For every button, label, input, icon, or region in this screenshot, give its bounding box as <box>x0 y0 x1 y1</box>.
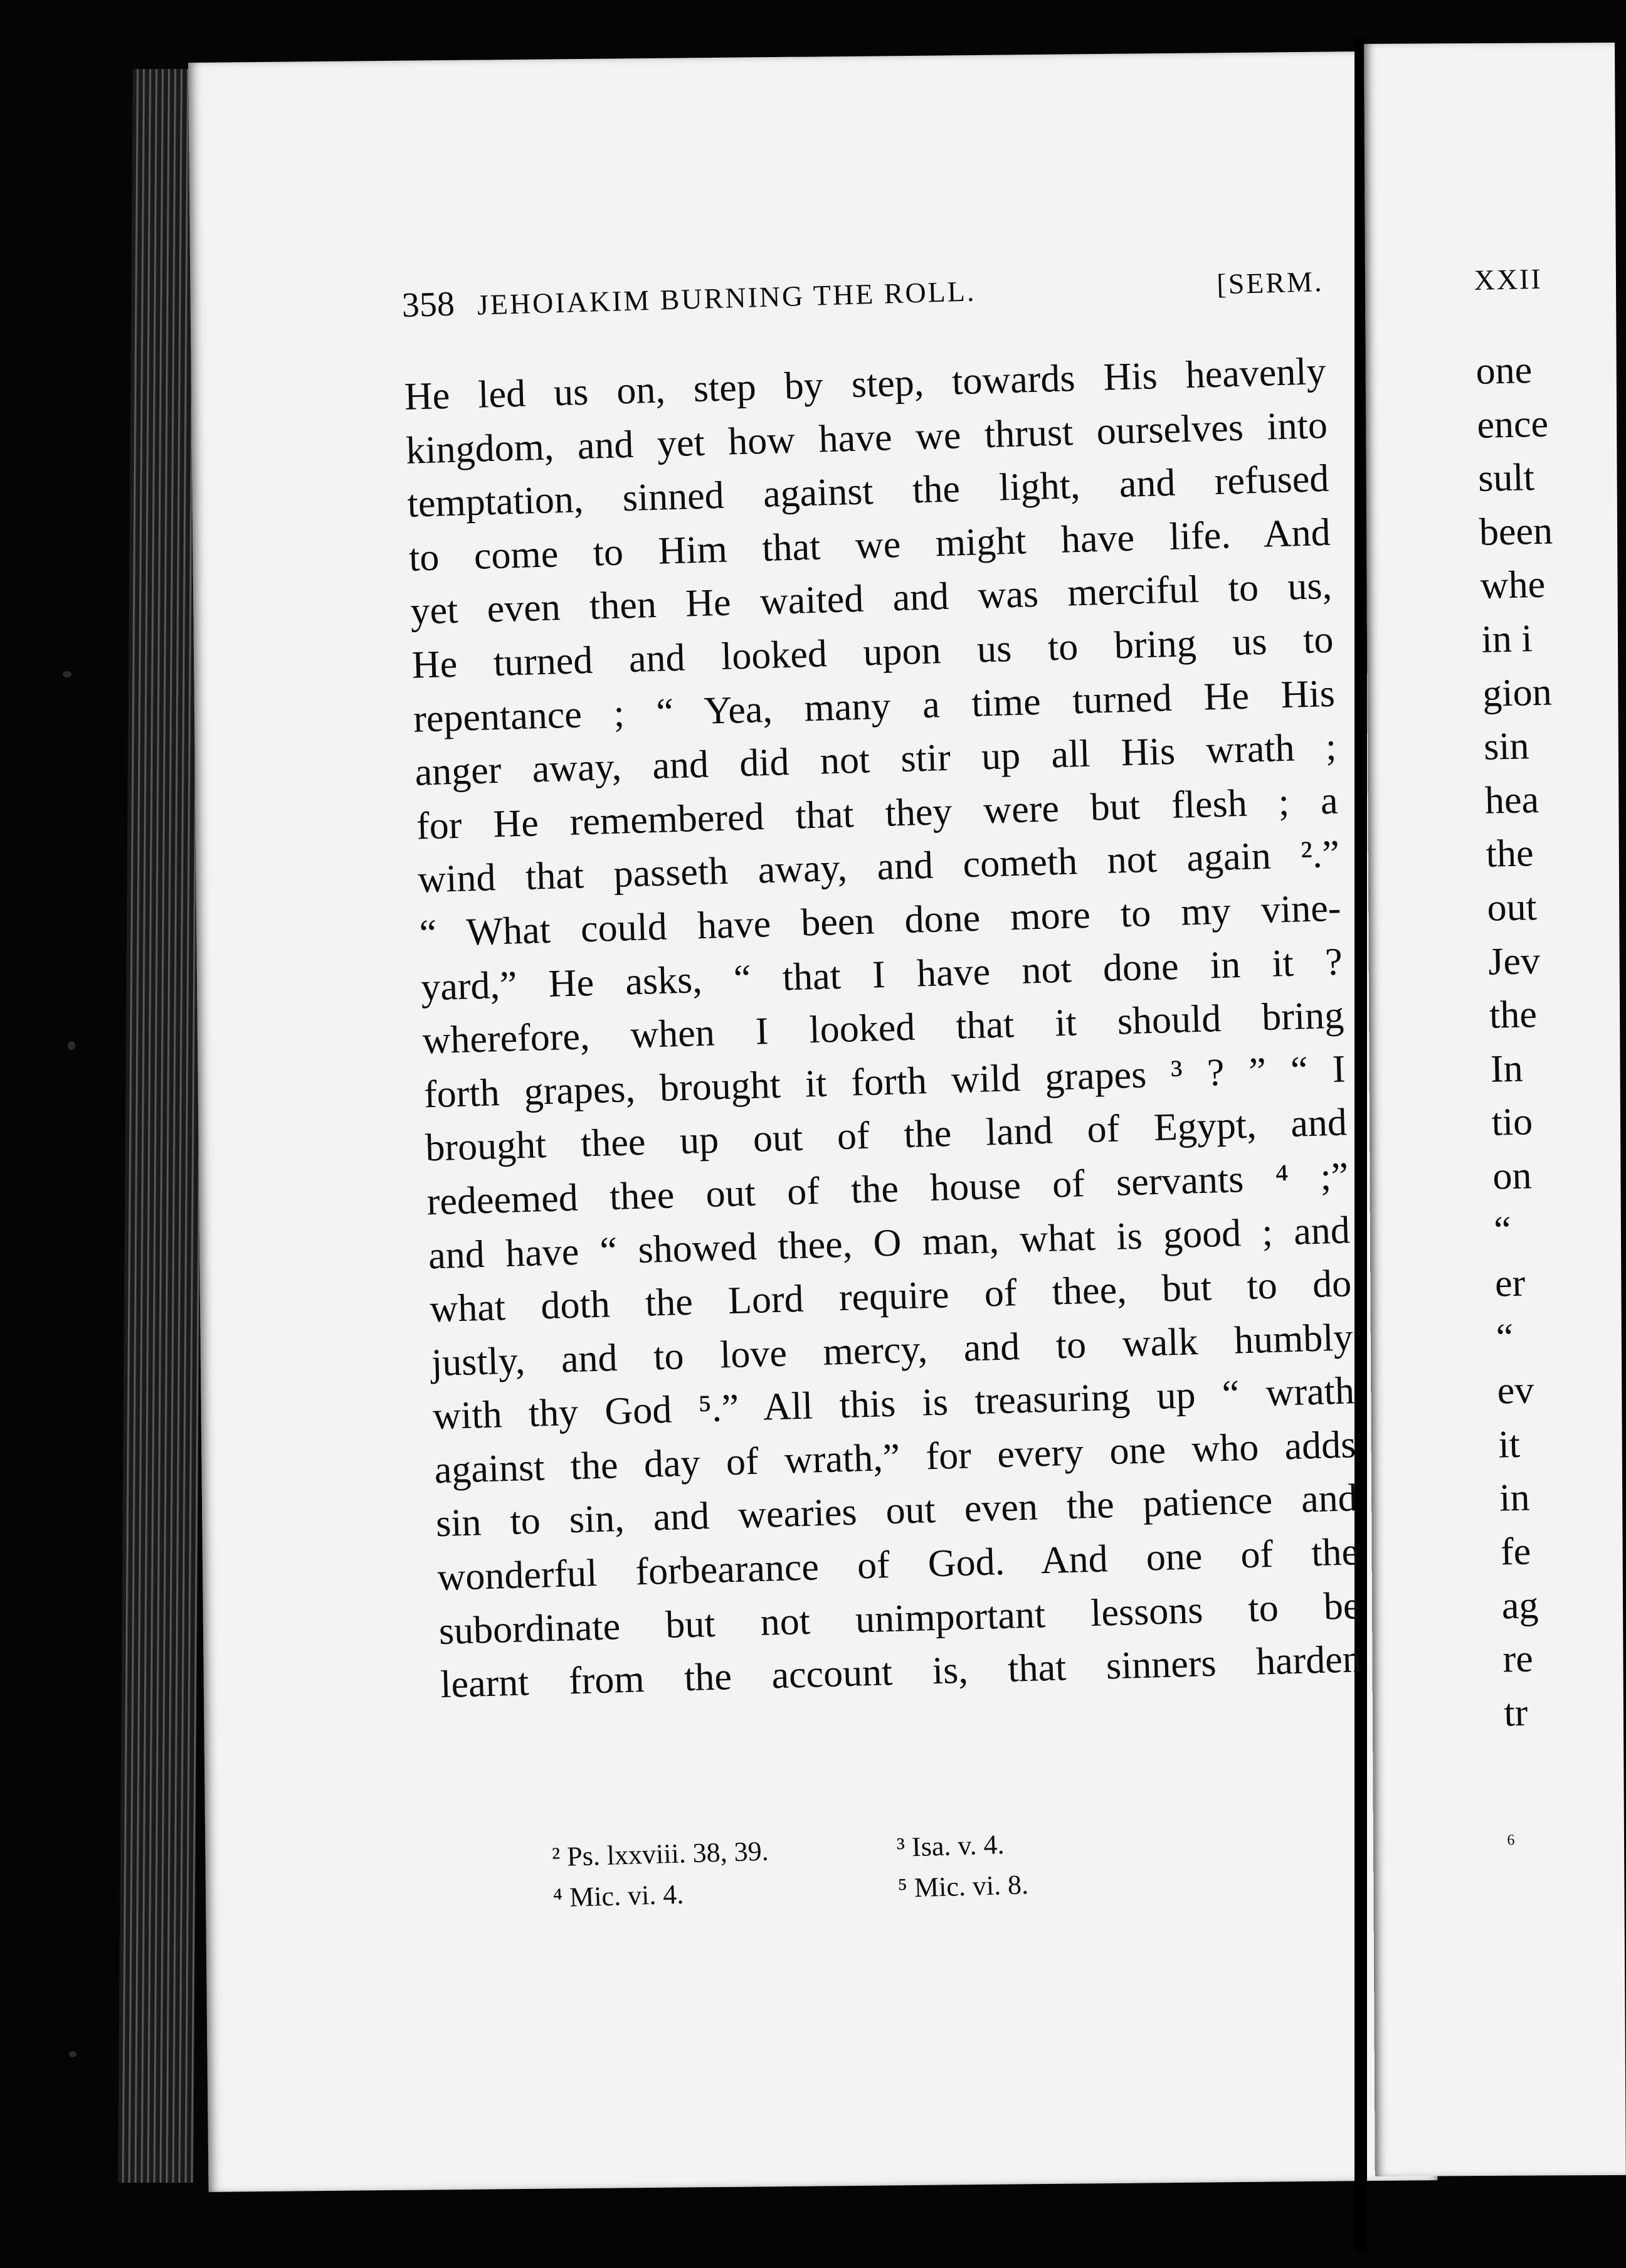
text-line: repentance ; “ Yea, many a time turned He His <box>413 672 1336 741</box>
text-line: yet even then He waited and was merciful to us, <box>409 564 1333 633</box>
text-line: redeemed thee out of the house of servants ⁴ ;” <box>426 1155 1349 1224</box>
text-line: brought thee up out of the land of Egypt, and <box>425 1101 1348 1170</box>
text-line: against the day of wrath,” for every one who adds <box>433 1423 1357 1492</box>
right-line-fragment: In <box>1490 1047 1524 1091</box>
right-line-fragment: on <box>1492 1154 1533 1198</box>
right-line-fragment: out <box>1486 886 1538 930</box>
right-line-fragment: one <box>1475 349 1533 393</box>
right-line-fragment: gion <box>1482 670 1553 715</box>
text-line: sin to sin, and wearies out even the patience and <box>435 1476 1358 1545</box>
text-line: and have “ showed thee, O man, what is good ; and <box>428 1208 1351 1277</box>
right-line-fragment: tr <box>1503 1691 1528 1735</box>
text-line: anger away, and did not stir up all His wrath ; <box>414 725 1338 794</box>
footnote: ² Ps. lxxviii. 38, 39. <box>551 1835 769 1873</box>
text-line: forth grapes, brought it forth wild grapes ³ ? ” “ I <box>423 1047 1346 1116</box>
right-line-fragment: in <box>1499 1476 1531 1520</box>
margin-mark <box>69 2051 77 2057</box>
text-line: He led us on, step by step, towards His heavenly <box>404 349 1327 418</box>
right-line-fragment: the <box>1489 993 1538 1037</box>
footnote: ⁵ Mic. vi. 8. <box>897 1868 1029 1904</box>
section-mark: [SERM. <box>1216 265 1324 300</box>
right-line-fragment: re <box>1502 1637 1534 1681</box>
right-line-fragment: the <box>1486 832 1534 876</box>
margin-mark <box>63 671 71 677</box>
left-page-content <box>401 260 1368 1917</box>
right-line-fragment: sult <box>1477 456 1535 501</box>
text-line: learnt from the account is, that sinners harden <box>440 1638 1363 1707</box>
right-line-fragment: ag <box>1501 1583 1539 1628</box>
right-footnote: ⁶ <box>1506 1828 1516 1857</box>
right-line-fragment: it <box>1497 1423 1521 1466</box>
text-line: justly, and to love mercy, and to walk humbly <box>431 1315 1354 1385</box>
right-line-fragment: Jev <box>1487 939 1541 983</box>
right-line-fragment: tio <box>1491 1100 1533 1145</box>
text-line: for He remembered that they were but flesh ; a <box>416 779 1339 848</box>
margin-mark <box>68 1041 75 1050</box>
text-line: kingdom, and yet how have we thrust ourselves into <box>405 403 1328 472</box>
right-line-fragment: er <box>1494 1261 1526 1305</box>
text-line: with thy God ⁵.” All this is treasuring up “ wrath <box>432 1369 1355 1438</box>
text-line: “ What could have been done more to my vine- <box>418 886 1342 955</box>
text-line: wherefore, when I looked that it should bring <box>421 994 1345 1062</box>
right-line-fragment: sin <box>1483 724 1530 768</box>
running-title: JEHOIAKIM BURNING THE ROLL. <box>477 275 976 321</box>
right-line-fragment: whe <box>1480 563 1546 608</box>
text-line: yard,” He asks, “ that I have not done in it ? <box>420 940 1343 1009</box>
right-line-fragment: fe <box>1500 1530 1531 1574</box>
right-line-fragment: ev <box>1496 1369 1534 1412</box>
right-line-fragment: been <box>1479 509 1553 554</box>
text-line: subordinate but not unimportant lessons to be <box>438 1584 1361 1653</box>
text-line: wonderful forbearance of God. And one of the <box>436 1530 1359 1599</box>
footnote: ⁴ Mic. vi. 4. <box>552 1879 684 1914</box>
right-line-fragment: “ <box>1496 1315 1514 1359</box>
page-number: 358 <box>401 284 455 325</box>
text-line: He turned and looked upon us to bring us to <box>411 618 1334 687</box>
body-text <box>404 345 1363 1712</box>
right-line-fragment: hea <box>1484 778 1539 822</box>
footnote: ³ Isa. v. 4. <box>896 1828 1005 1863</box>
right-line-fragment: in i <box>1481 617 1533 661</box>
text-line: what doth the Lord require of thee, but to do <box>429 1262 1352 1331</box>
right-line-fragment: “ <box>1493 1208 1512 1252</box>
text-line: wind that passeth away, and cometh not again ².” <box>417 832 1340 901</box>
text-line: temptation, sinned against the light, and refused <box>406 457 1330 526</box>
right-running-head: XXII <box>1474 262 1543 296</box>
text-line: to come to Him that we might have life. And <box>408 511 1331 580</box>
right-line-fragment: ence <box>1476 402 1549 447</box>
